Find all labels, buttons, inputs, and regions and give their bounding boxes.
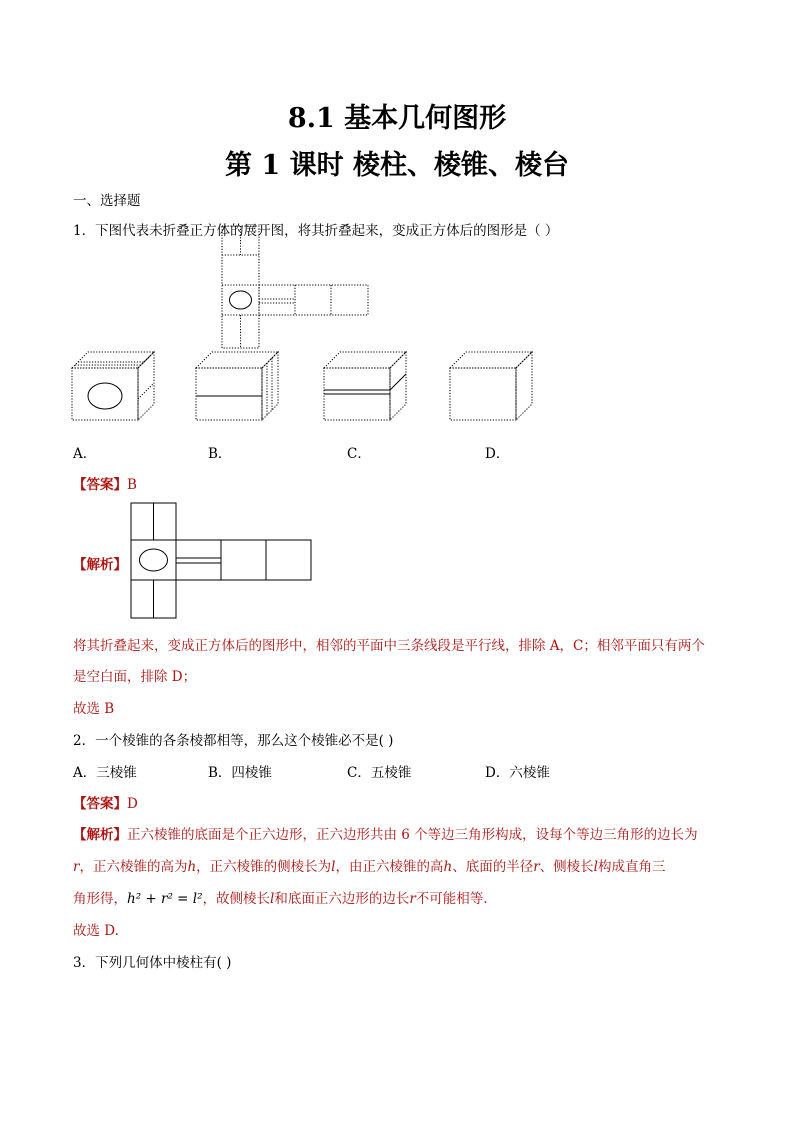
text-seg: 、侧棱长: [539, 859, 594, 875]
var-l: l: [331, 859, 336, 875]
q2-answer: [73, 792, 138, 812]
var-l: l: [593, 859, 598, 875]
text-seg: 构成直角三: [598, 859, 666, 875]
q2-option-a: A．三棱锥: [73, 765, 137, 781]
q2-analysis-line-1: [73, 823, 698, 843]
question-2-stem: 2．一个棱锥的各条棱都相等，那么这个棱锥必不是( ): [73, 733, 394, 749]
text-seg: ，正六棱锥的侧棱长为: [196, 859, 332, 875]
text-seg: ，由正六棱锥的高: [335, 859, 444, 875]
page-title: 8.1 基本几何图形: [287, 103, 507, 134]
page-subtitle: 第 1 课时 棱柱、棱锥、棱台: [225, 150, 569, 181]
q1-conclusion: 故选 B: [73, 701, 115, 717]
text-seg: 角形得，: [73, 891, 127, 907]
q2-conclusion: 故选 D.: [73, 923, 119, 939]
q1-answer: [73, 473, 137, 493]
var-r: r: [533, 859, 540, 875]
q1-analysis-tag: 【解析】: [73, 557, 127, 573]
option-d-cube: [450, 352, 534, 422]
text-seg: 和底面正六边形的边长: [274, 891, 410, 907]
q1-option-c: C．: [347, 446, 371, 462]
q1-analysis-line-2: 是空白面，排除 D；: [73, 669, 197, 685]
answer-tag: 【答案】: [73, 477, 127, 493]
question-1-stem: 1．下图代表未折叠正方体的展开图，将其折叠起来，变成正方体后的图形是（ ）: [73, 223, 559, 239]
q1-option-a: A．: [73, 446, 97, 462]
q1-option-b: B．: [208, 446, 232, 462]
var-r: r: [409, 891, 416, 907]
cube-net-figure: [222, 226, 370, 350]
var-r: r: [73, 859, 80, 875]
q1-analysis-line-1: 将其折叠起来，变成正方体后的图形中，相邻的平面中三条线段是平行线，排除 A，C；相邻平面只有两个: [73, 638, 705, 654]
option-a-cube: [72, 352, 156, 422]
formula: h² + r² = l²: [127, 891, 203, 907]
question-3-stem: 3．下列几何体中棱柱有( ): [73, 955, 232, 971]
q2-option-c: C．五棱锥: [347, 765, 412, 781]
q2-analysis-line-3: [73, 887, 488, 907]
var-h: h: [187, 859, 197, 875]
q1-option-d: D．: [485, 446, 510, 462]
q2-option-d: D．六棱锥: [485, 765, 550, 781]
option-c-cube: [324, 352, 408, 422]
text-seg: ，正六棱锥的高为: [79, 859, 188, 875]
answer-tag: 【答案】: [73, 796, 127, 812]
analysis-text: 正六棱锥的底面是个正六边形，正六边形共由 6 个等边三角形构成，设每个等边三角形的边长为: [127, 827, 698, 843]
answer-value: B: [127, 477, 137, 493]
option-b-cube: [196, 352, 280, 422]
var-l: l: [270, 891, 275, 907]
text-seg: 、底面的半径: [452, 859, 534, 875]
solution-net-figure: [131, 503, 315, 621]
answer-value: D: [127, 796, 138, 812]
section-heading: 一、选择题: [73, 193, 141, 209]
text-seg: 不可能相等.: [415, 891, 488, 907]
q2-analysis-line-2: [73, 855, 666, 875]
var-h: h: [443, 859, 453, 875]
text-seg: ，故侧棱长: [202, 891, 270, 907]
analysis-tag: 【解析】: [73, 827, 127, 843]
q2-option-b: B．四棱锥: [208, 765, 272, 781]
